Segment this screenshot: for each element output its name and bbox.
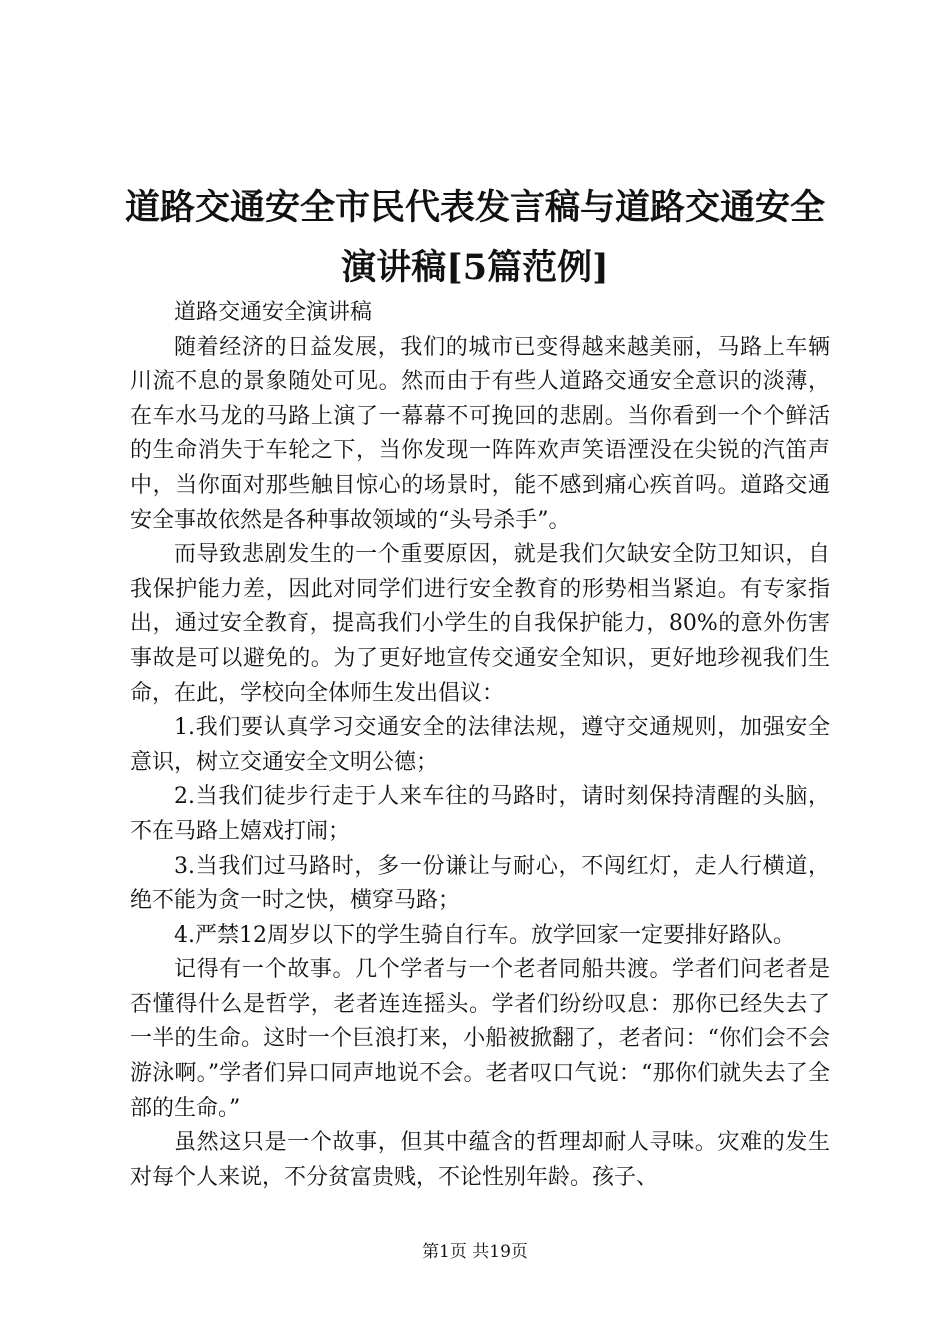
paragraph: 虽然这只是一个故事，但其中蕴含的哲理却耐人寻味。灾难的发生对每个人来说，不分贫富贵贱，不论性别年龄。孩子、 [130,1130,830,1190]
document-body [130,296,830,1195]
list-item: 1.我们要认真学习交通安全的法律法规，遵守交通规则，加强安全意识，树立交通安全文明公德； [130,715,830,775]
page-footer: 第1页 共19页 [422,1242,528,1262]
list-item: 4.严禁12周岁以下的学生骑自行车。放学回家一定要排好路队。 [174,922,795,948]
paragraph: 记得有一个故事。几个学者与一个老者同船共渡。学者们问老者是否懂得什么是哲学，老者连连摇头。学者们纷纷叹息：那你已经失去了一半的生命。这时一个巨浪打来，小船被掀翻了，老者问：“你们会不会游泳啊。”学者们异口同声地说不会。老者叹口气说：“那你们就失去了全部的生命。” [130,957,830,1121]
paragraph: 而导致悲剧发生的一个重要原因，就是我们欠缺安全防卫知识，自我保护能力差，因此对同学们进行安全教育的形势相当紧迫。有专家指出，通过安全教育，提高我们小学生的自我保护能力，80%的意外伤害事故是可以避免的。为了更好地宣传交通安全知识，更好地珍视我们生命，在此，学校向全体师生发出倡议： [130,542,830,706]
paragraph: 随着经济的日益发展，我们的城市已变得越来越美丽，马路上车辆川流不息的景象随处可见。然而由于有些人道路交通安全意识的淡薄，在车水马龙的马路上演了一幕幕不可挽回的悲剧。当你看到一个个鲜活的生命消失于车轮之下，当你发现一阵阵欢声笑语湮没在尖锐的汽笛声中，当你面对那些触目惊心的场景时，能不感到痛心疾首吗。道路交通安全事故依然是各种事故领域的“头号杀手”。 [130,334,830,533]
list-item: 2.当我们徒步行走于人来车往的马路时，请时刻保持清醒的头脑，不在马路上嬉戏打闹； [130,784,830,844]
document-title: 道路交通安全市民代表发言稿与道路交通安全演讲稿[5篇范例] [124,187,825,288]
list-item: 3.当我们过马路时，多一份谦让与耐心，不闯红灯，走人行横道，绝不能为贪一时之快，横穿马路； [130,853,830,914]
paragraph-subtitle: 道路交通安全演讲稿 [174,300,373,325]
